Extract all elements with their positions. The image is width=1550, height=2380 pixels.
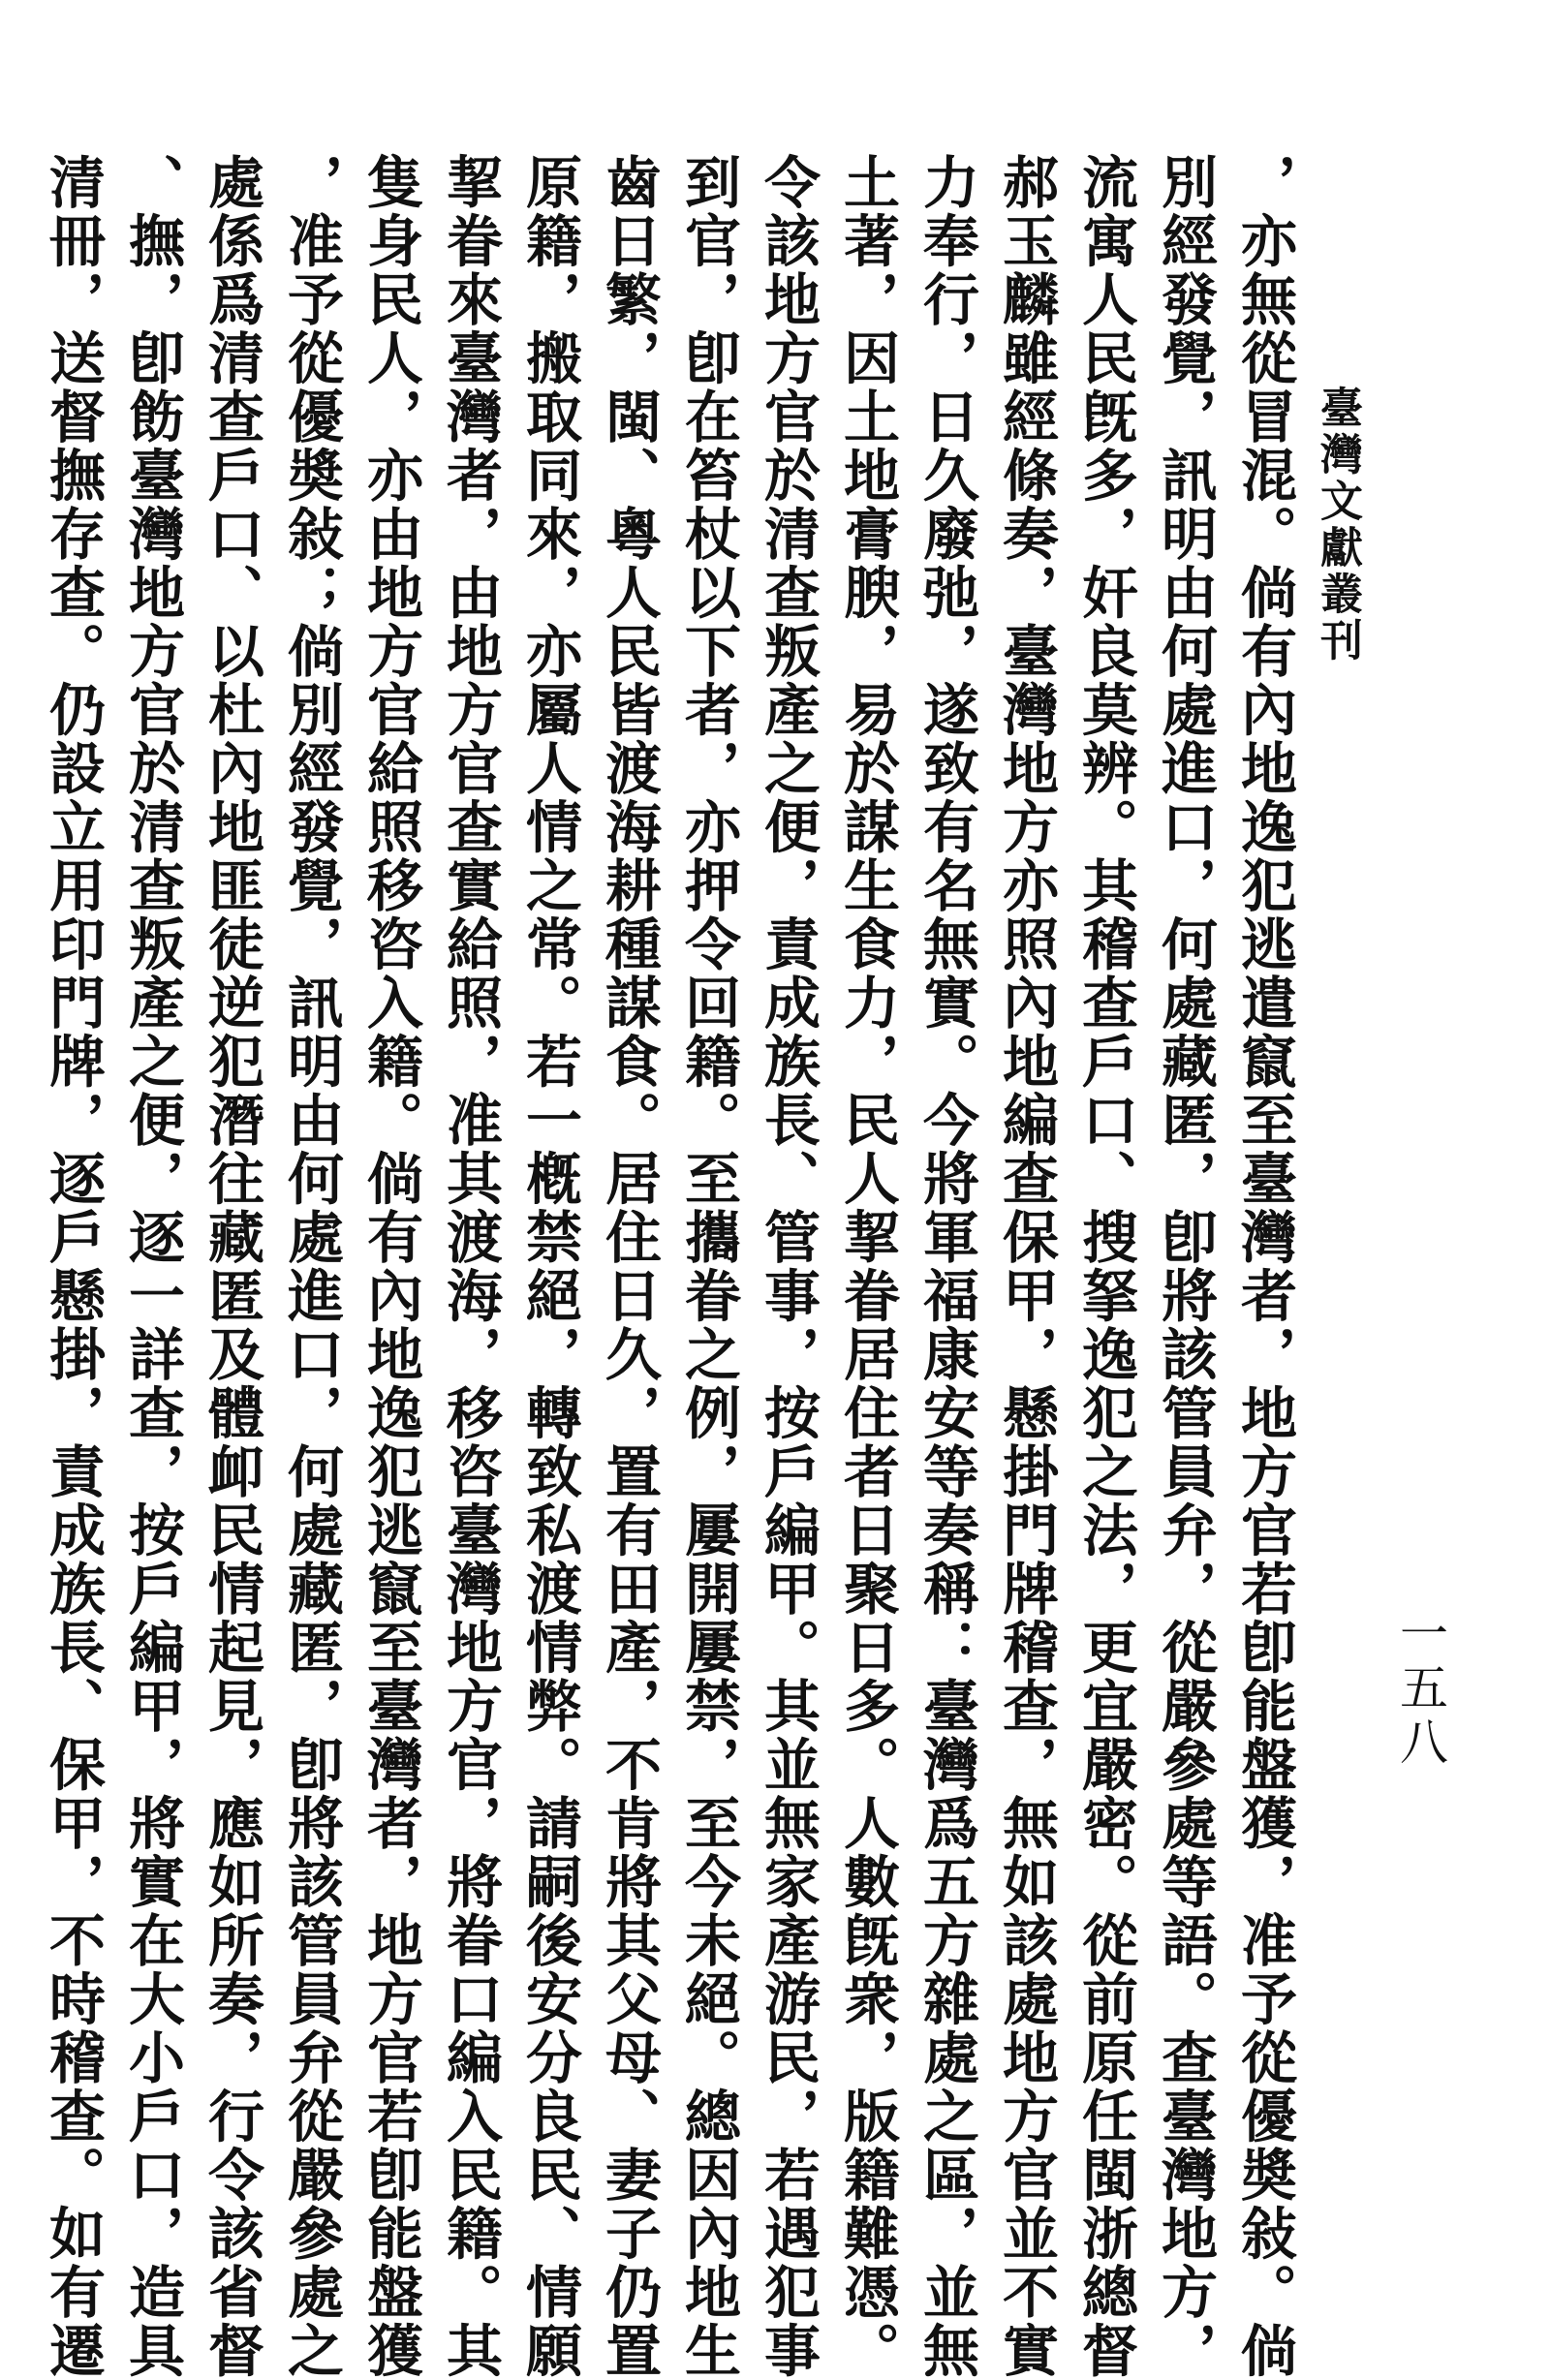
text-column: 、撫，卽飭臺灣地方官於清查叛產之便，逐一詳查，按戶編甲，將實在大小戶口，造具 xyxy=(119,153,185,2380)
text-column: 挈眷來臺灣者，由地方官查實給照，准其渡海，移咨臺灣地方官，將眷口編入民籍。其 xyxy=(437,153,503,2380)
text-column: 清冊，送督撫存查。仍設立用印門牌，逐戶懸掛，責成族長、保甲，不時稽查。如有遷 xyxy=(40,153,106,2380)
text-column: 流寓人民旣多，奸良莫辨。其稽查戶口、搜拏逸犯之法，更宜嚴密。從前原任閩浙總督 xyxy=(1072,153,1138,2380)
text-column: ，准予從優奬敍；倘別經發覺，訊明由何處進口，何處藏匿，卽將該管員弁從嚴參處之 xyxy=(278,153,344,2380)
text-column: 力奉行，日久廢弛，遂致有名無實。今將軍福康安等奏稱：臺灣爲五方雜處之區，並無 xyxy=(914,153,979,2380)
text-column: 郝玉麟雖經條奏，臺灣地方亦照內地編查保甲，懸掛門牌稽查，無如該處地方官並不實 xyxy=(993,153,1059,2380)
text-column: 別經發覺，訊明由何處進口，何處藏匿，卽將該管員弁，從嚴參處等語。查臺灣地方， xyxy=(1152,153,1218,2380)
running-title: 臺灣文獻叢刊 xyxy=(1313,386,1362,665)
text-column: 土著，因土地膏腴，易於謀生食力，民人挈眷居住者日聚日多。人數旣衆，版籍難憑。 xyxy=(834,153,900,2380)
text-column: 令該地方官於清查叛產之便，責成族長、管事，按戶編甲。其並無家產游民，若遇犯事 xyxy=(755,153,821,2380)
main-text xyxy=(40,153,1304,2380)
text-column: ，亦無從冒混。倘有內地逸犯逃遣竄至臺灣者，地方官若卽能盤獲，准予從優奬敍。倘 xyxy=(1231,153,1297,2380)
text-column: 隻身民人，亦由地方官給照移咨入籍。倘有內地逸犯逃竄至臺灣者，地方官若卽能盤獲 xyxy=(357,153,423,2380)
text-column: 處係爲清查戶口、以杜內地匪徒逆犯潛往藏匿及體卹民情起見，應如所奏，行令該省督 xyxy=(199,153,264,2380)
text-column: 齒日繁，閩、粵人民皆渡海耕種謀食。居住日久，置有田產，不肯將其父母、妻子仍置 xyxy=(596,153,662,2380)
text-column: 原籍，搬取同來，亦屬人情之常。若一槪禁絕，轉致私渡情弊。請嗣後安分良民、情願 xyxy=(516,153,582,2380)
text-column: 到官，卽在笞杖以下者，亦押令回籍。至攜眷之例，屢開屢禁，至今未絕。總因內地生 xyxy=(675,153,741,2380)
page-number: 一五八 xyxy=(1392,1608,1448,1771)
